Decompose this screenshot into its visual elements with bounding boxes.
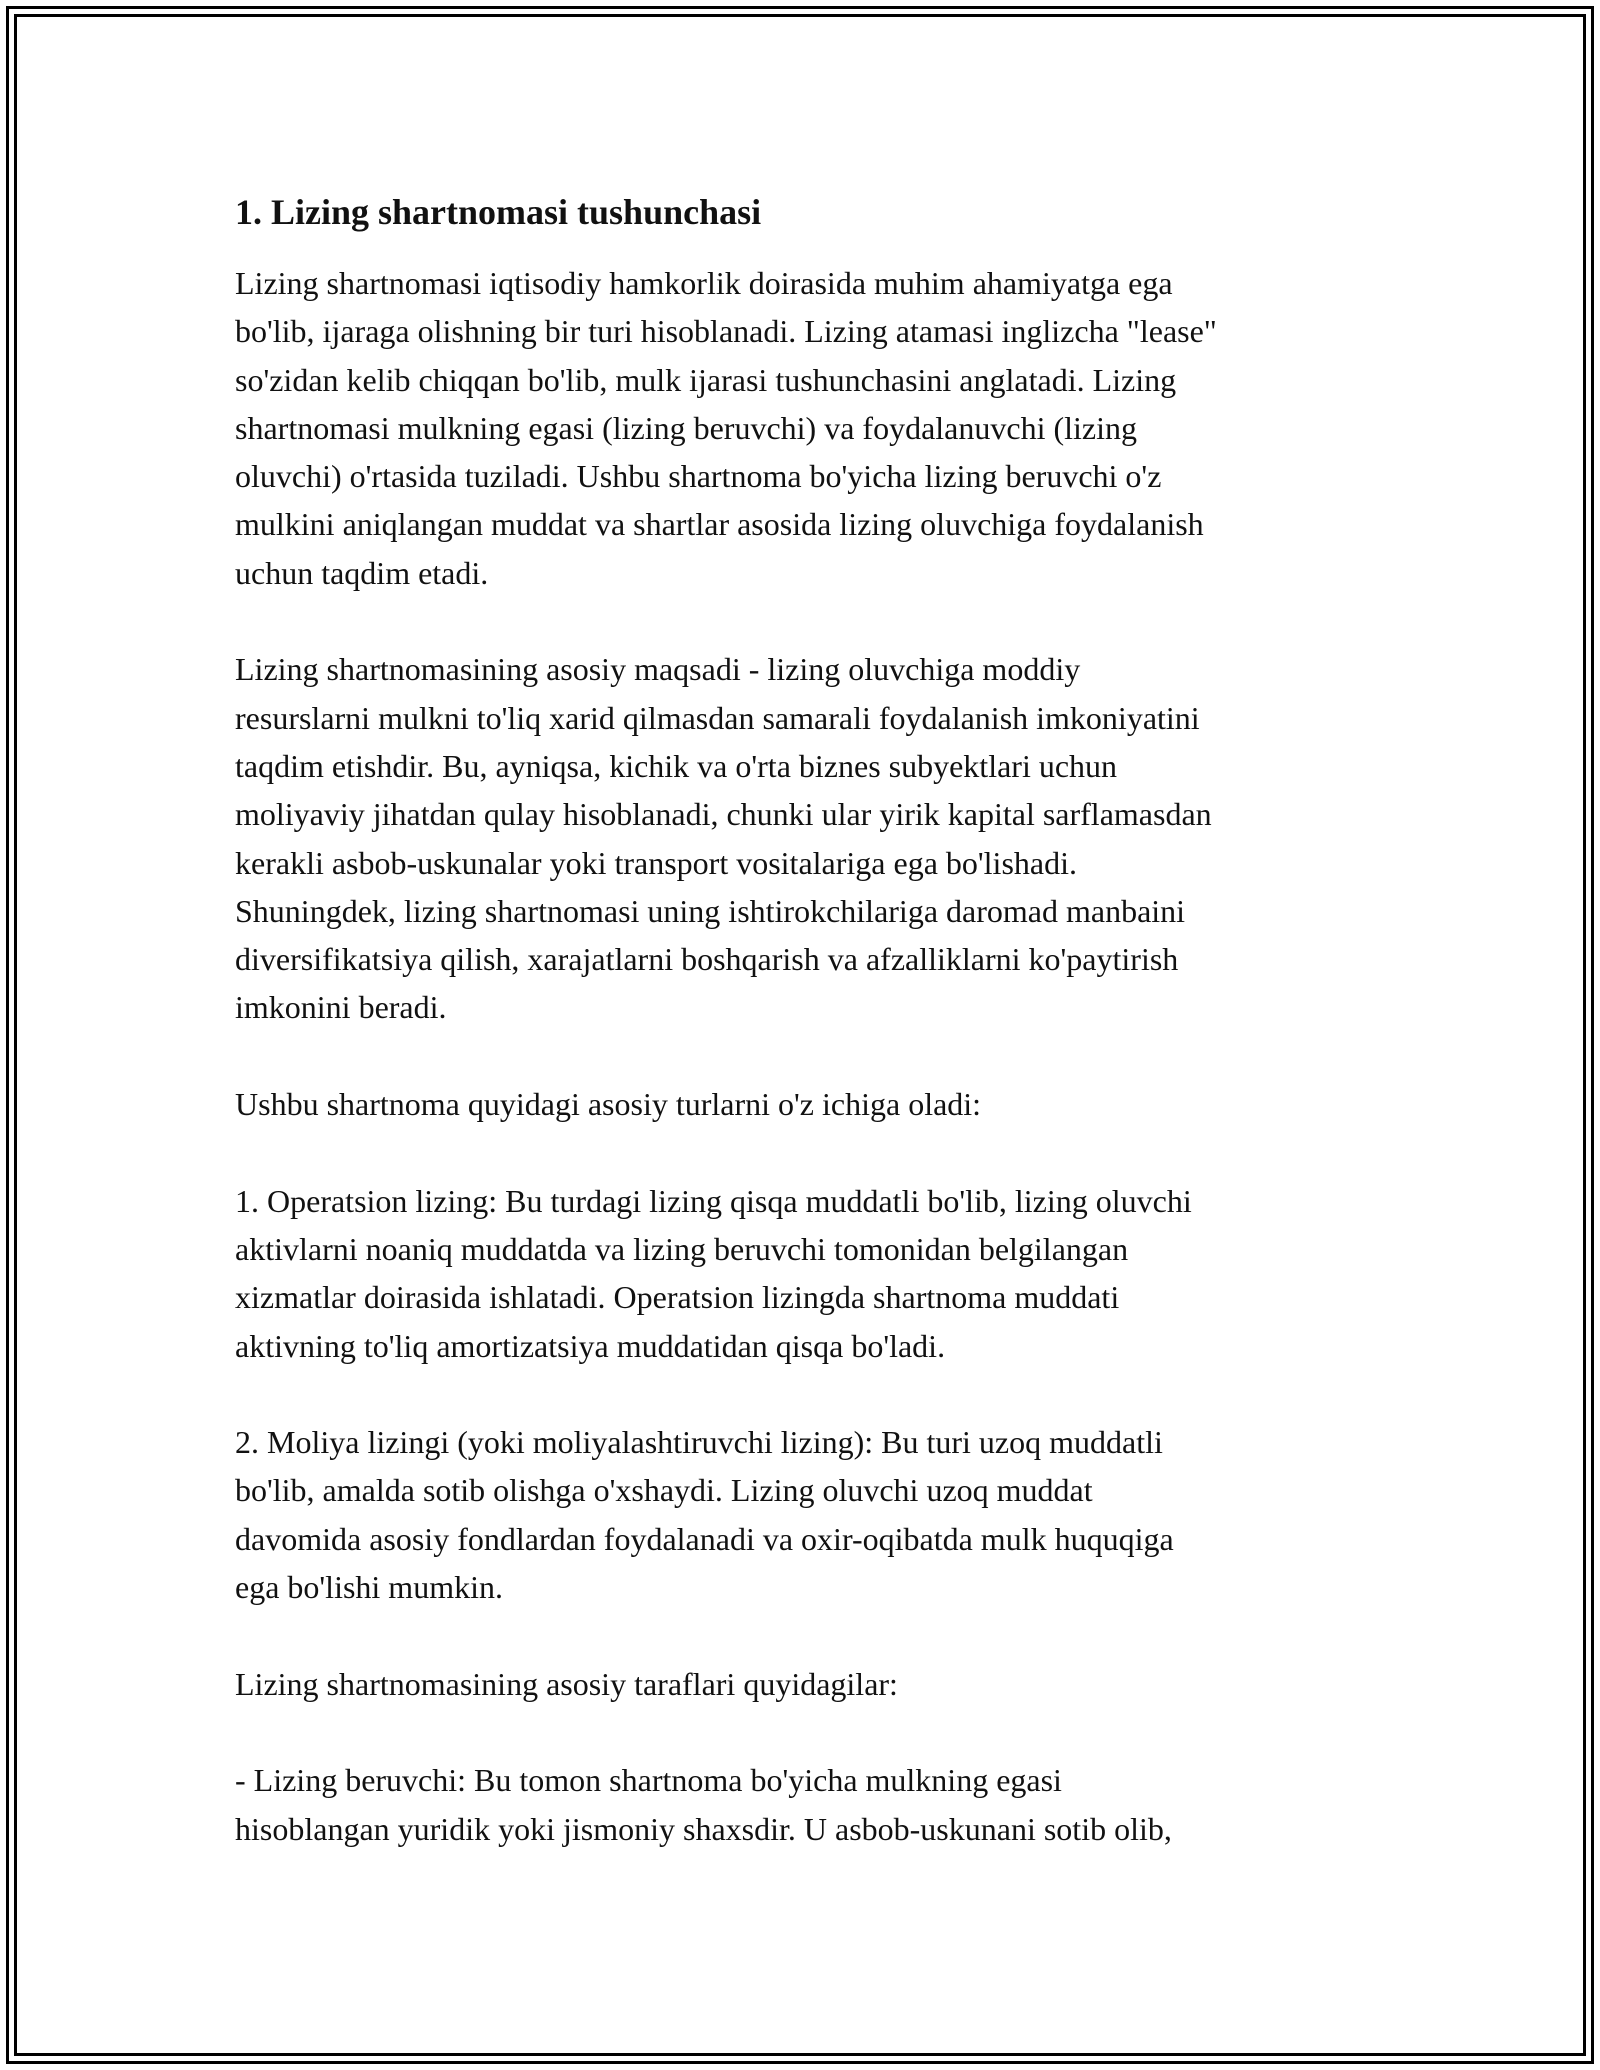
- paragraph-purpose: Lizing shartnomasining asosiy maqsadi - lizing oluvchiga moddiy resurslarni mulkni to'liq xarid qilmasdan samarali foydalanish imkoniyatini taqdim etishdir. Bu, ayniqsa, kichik va o'rta biznes subyektlari uchun moliyaviy jihatdan qulay hisoblanadi, chunki ular yirik kapital sarflamasdan kerakli asbob-uskunalar yoki transport vositalariga ega bo'lishadi. Shuningdek, lizing shartnomasi uning ishtirokchilariga daromad manbaini diversifikatsiya qilish, xarajatlarni boshqarish va afzalliklarni ko'paytirish imkonini beradi.: [235, 651, 1212, 1026]
- list-item-lessor: - Lizing beruvchi: Bu tomon shartnoma bo'yicha mulkning egasi hisoblangan yuridik yoki jismoniy shaxsdir. U asbob-uskunani sotib olib,: [235, 1762, 1172, 1847]
- list-item-financial-leasing: 2. Moliya lizingi (yoki moliyalashtiruvchi lizing): Bu turi uzoq muddatli bo'lib, amalda sotib olishga o'xshaydi. Lizing oluvchi uzoq muddat davomida asosiy fondlardan foydalanadi va oxir-oqibatda mulk huquqiga ega bo'lishi mumkin.: [235, 1424, 1174, 1606]
- paragraph-gap: [235, 1611, 1385, 1659]
- paragraph-gap: [235, 1032, 1385, 1080]
- paragraph-gap: [235, 1370, 1385, 1418]
- section-heading: 1. Lizing shartnomasi tushunchasi: [235, 192, 762, 232]
- list-item-operational-leasing: 1. Operatsion lizing: Bu turdagi lizing qisqa muddatli bo'lib, lizing oluvchi aktivlarni noaniq muddatda va lizing beruvchi tomonidan belgilangan xizmatlar doirasida ishlatadi. Operatsion lizingda shartnoma muddati aktivning to'liq amortizatsiya muddatidan qisqa bo'ladi.: [235, 1182, 1192, 1364]
- paragraph-gap: [235, 597, 1385, 645]
- paragraph-parties-intro: Lizing shartnomasining asosiy taraflari quyidagilar:: [235, 1665, 898, 1702]
- paragraph-gap: [235, 1128, 1385, 1176]
- paragraph-gap: [235, 1708, 1385, 1756]
- paragraph-intro: Lizing shartnomasi iqtisodiy hamkorlik doirasida muhim ahamiyatga ega bo'lib, ijaraga olishning bir turi hisoblanadi. Lizing atamasi inglizcha "lease" so'zidan kelib chiqqan bo'lib, mulk ijarasi tushunchasini anglatadi. Lizing shartnomasi mulkning egasi (lizing beruvchi) va foydalanuvchi (lizing oluvchi) o'rtasida tuziladi. Ushbu shartnoma bo'yicha lizing beruvchi o'z mulkini aniqlangan muddat va shartlar asosida lizing oluvchiga foydalanish uchun taqdim etadi.: [235, 265, 1217, 591]
- paragraph-types-intro: Ushbu shartnoma quyidagi asosiy turlarni o'z ichiga oladi:: [235, 1086, 982, 1123]
- document-body: [235, 187, 1385, 1853]
